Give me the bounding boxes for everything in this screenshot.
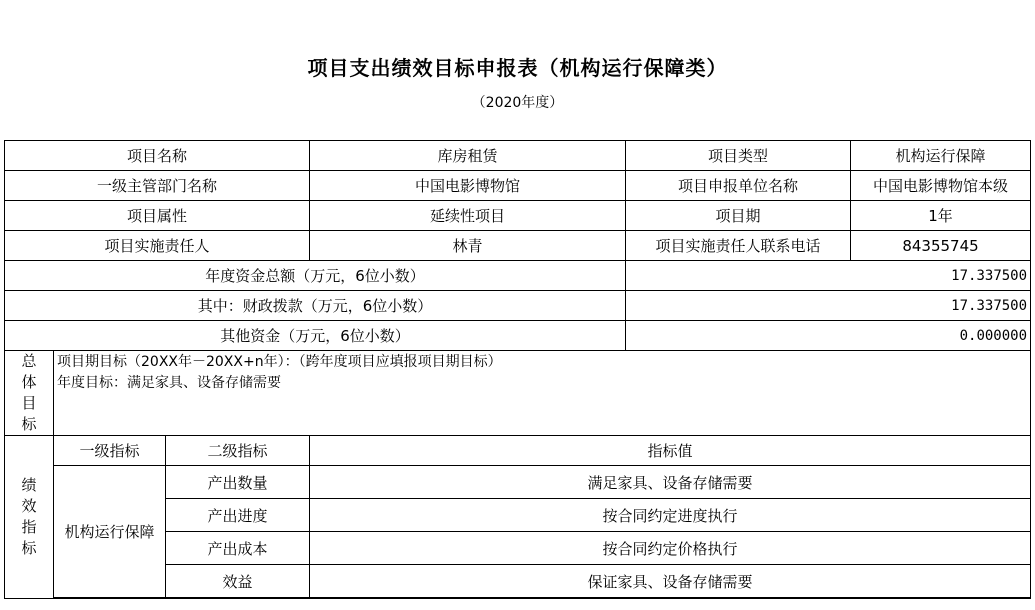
fund-value: 17.337500 (626, 261, 1031, 291)
indicator-value: 按合同约定进度执行 (310, 499, 1031, 532)
fund-row (5, 291, 1031, 321)
info-label: 项目属性 (5, 201, 310, 231)
info-value: 中国电影博物馆 (310, 171, 626, 201)
info-row (5, 231, 1031, 261)
indicator-value: 保证家具、设备存储需要 (310, 565, 1031, 598)
info-value: 林青 (310, 231, 626, 261)
level1-header: 一级指标 (54, 436, 166, 466)
fiscal-year: （2020年度） (471, 95, 564, 111)
indicator-row (5, 466, 1031, 499)
overall-goal-label: 总体目标 (5, 351, 54, 436)
fund-row (5, 321, 1031, 351)
level2-indicator: 产出成本 (166, 532, 310, 565)
info-value: 延续性项目 (310, 201, 626, 231)
info-value: 中国电影博物馆本级 (851, 171, 1031, 201)
fund-value: 0.000000 (626, 321, 1031, 351)
info-label: 项目实施责任人联系电话 (626, 231, 851, 261)
overall-goal-content (54, 351, 1031, 436)
info-label: 项目类型 (626, 141, 851, 171)
info-label: 项目期 (626, 201, 851, 231)
info-label: 一级主管部门名称 (5, 171, 310, 201)
info-label: 项目申报单位名称 (626, 171, 851, 201)
fund-label: 年度资金总额（万元，6位小数） (5, 261, 626, 291)
performance-indicators-label: 绩效指标 (5, 436, 54, 599)
level1-indicator: 机构运行保障 (54, 466, 166, 598)
indicator-value: 按合同约定价格执行 (310, 532, 1031, 565)
info-row (5, 141, 1031, 171)
info-value: 1年 (851, 201, 1031, 231)
project-period-goal: 项目期目标（20XX年－20XX+n年）：（跨年度项目应填报项目期目标） (57, 354, 502, 370)
fund-value: 17.337500 (626, 291, 1031, 321)
info-row (5, 171, 1031, 201)
performance-target-table (4, 140, 1031, 599)
info-label: 项目实施责任人 (5, 231, 310, 261)
fund-label: 其他资金（万元，6位小数） (5, 321, 626, 351)
page-title: 项目支出绩效目标申报表（机构运行保障类） (307, 56, 728, 80)
level2-indicator: 产出进度 (166, 499, 310, 532)
info-row (5, 201, 1031, 231)
spacer-row (5, 598, 1031, 599)
info-label: 项目名称 (5, 141, 310, 171)
info-value: 84355745 (851, 231, 1031, 261)
fund-row (5, 261, 1031, 291)
indicator-value: 满足家具、设备存储需要 (310, 466, 1031, 499)
table-bottom-edge (54, 598, 1031, 599)
fund-label: 其中：财政拨款（万元，6位小数） (5, 291, 626, 321)
annual-goal: 年度目标：满足家具、设备存储需要 (57, 375, 281, 391)
indicator-header-row (5, 436, 1031, 466)
indicator-value-header: 指标值 (310, 436, 1031, 466)
info-value: 库房租赁 (310, 141, 626, 171)
level2-header: 二级指标 (166, 436, 310, 466)
level2-indicator: 产出数量 (166, 466, 310, 499)
level2-indicator: 效益 (166, 565, 310, 598)
info-value: 机构运行保障 (851, 141, 1031, 171)
overall-goal-row (5, 351, 1031, 436)
